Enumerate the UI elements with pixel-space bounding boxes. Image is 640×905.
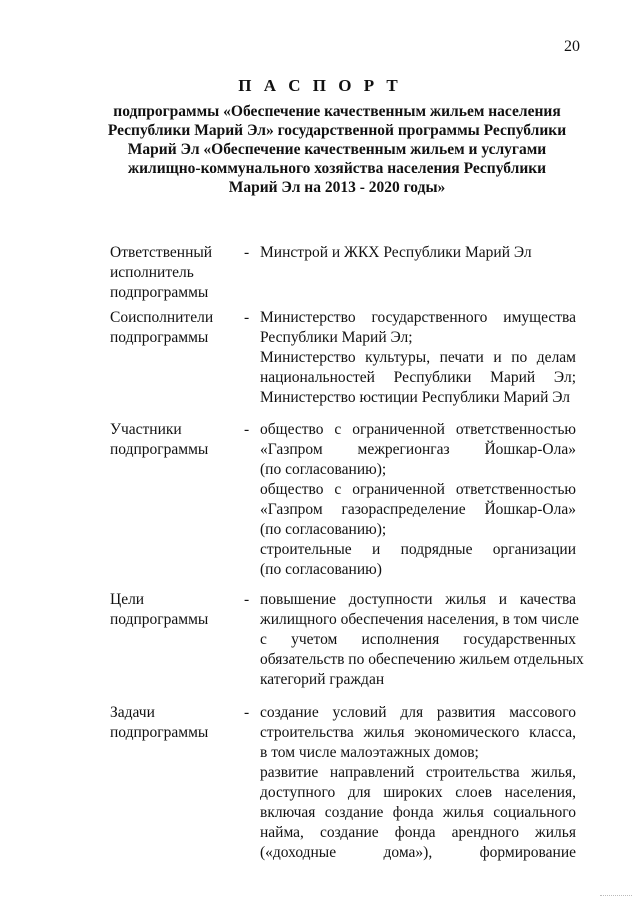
passport-row-tasks bbox=[110, 703, 580, 863]
subtitle-line: подпрограммы «Обеспечение качественным жильем населения bbox=[113, 103, 561, 120]
row-label: Цели подпрограммы bbox=[110, 591, 209, 628]
passport-row-participants bbox=[110, 420, 580, 590]
page-number: 20 bbox=[564, 38, 580, 55]
row-value: Министерство государственного имущества Республики Марий Эл; Министерство культуры, печати и по делам национальностей Республики Марий Эл; Министерство юстиции Республики Марий Эл bbox=[260, 309, 576, 406]
row-dash: - bbox=[244, 421, 250, 438]
subtitle-line: Марий Эл на 2013 - 2020 годы» bbox=[228, 179, 446, 196]
document-title: П А С П О Р Т bbox=[238, 76, 402, 95]
passport-row-responsible bbox=[110, 243, 580, 303]
row-value: Минстрой и ЖКХ Республики Марий Эл bbox=[260, 244, 532, 261]
row-label: Соисполнители подпрограммы bbox=[110, 309, 214, 346]
subtitle-line: Марий Эл «Обеспечение качественным жильем и услугами bbox=[127, 141, 547, 158]
row-label: Задачи подпрограммы bbox=[110, 704, 209, 741]
subtitle-line: жилищно-коммунального хозяйства населения Республики bbox=[127, 160, 547, 177]
passport-row-goals bbox=[110, 590, 584, 703]
row-dash: - bbox=[244, 244, 250, 261]
row-value: повышение доступности жилья и качества жилищного обеспечения населения, в том числе с учетом исполнения государственных обязательств по обеспечению жильем отдельных категорий граждан bbox=[260, 591, 584, 688]
row-value: общество с ограниченной ответственностью «Газпром межрегионгаз Йошкар-Ола» (по согласованию); общество с ограниченной ответственностью «Газпром газораспределение Йошкар-Ола» (по согласованию); строительные и подрядные организации (по согласованию) bbox=[260, 421, 576, 578]
row-dash: - bbox=[244, 591, 250, 608]
row-dash: - bbox=[244, 309, 250, 326]
passport-table bbox=[110, 243, 584, 863]
row-value: создание условий для развития массового строительства жилья экономического класса, в том числе малоэтажных домов; развитие направлений строительства жилья, доступного для широких слоев населения, включая создание фонда жилья социального найма, создание фонда арендного жилья («доходные дома»), формирование bbox=[260, 704, 576, 861]
document-subtitle bbox=[100, 102, 574, 197]
row-label: Участники подпрограммы bbox=[110, 421, 209, 458]
subtitle-line: Республики Марий Эл» государственной программы Республики bbox=[107, 122, 567, 139]
row-label: Ответственный исполнитель подпрограммы bbox=[110, 244, 213, 301]
passport-row-co-executors bbox=[110, 308, 580, 416]
scan-mark bbox=[600, 895, 632, 899]
row-dash: - bbox=[244, 704, 250, 721]
